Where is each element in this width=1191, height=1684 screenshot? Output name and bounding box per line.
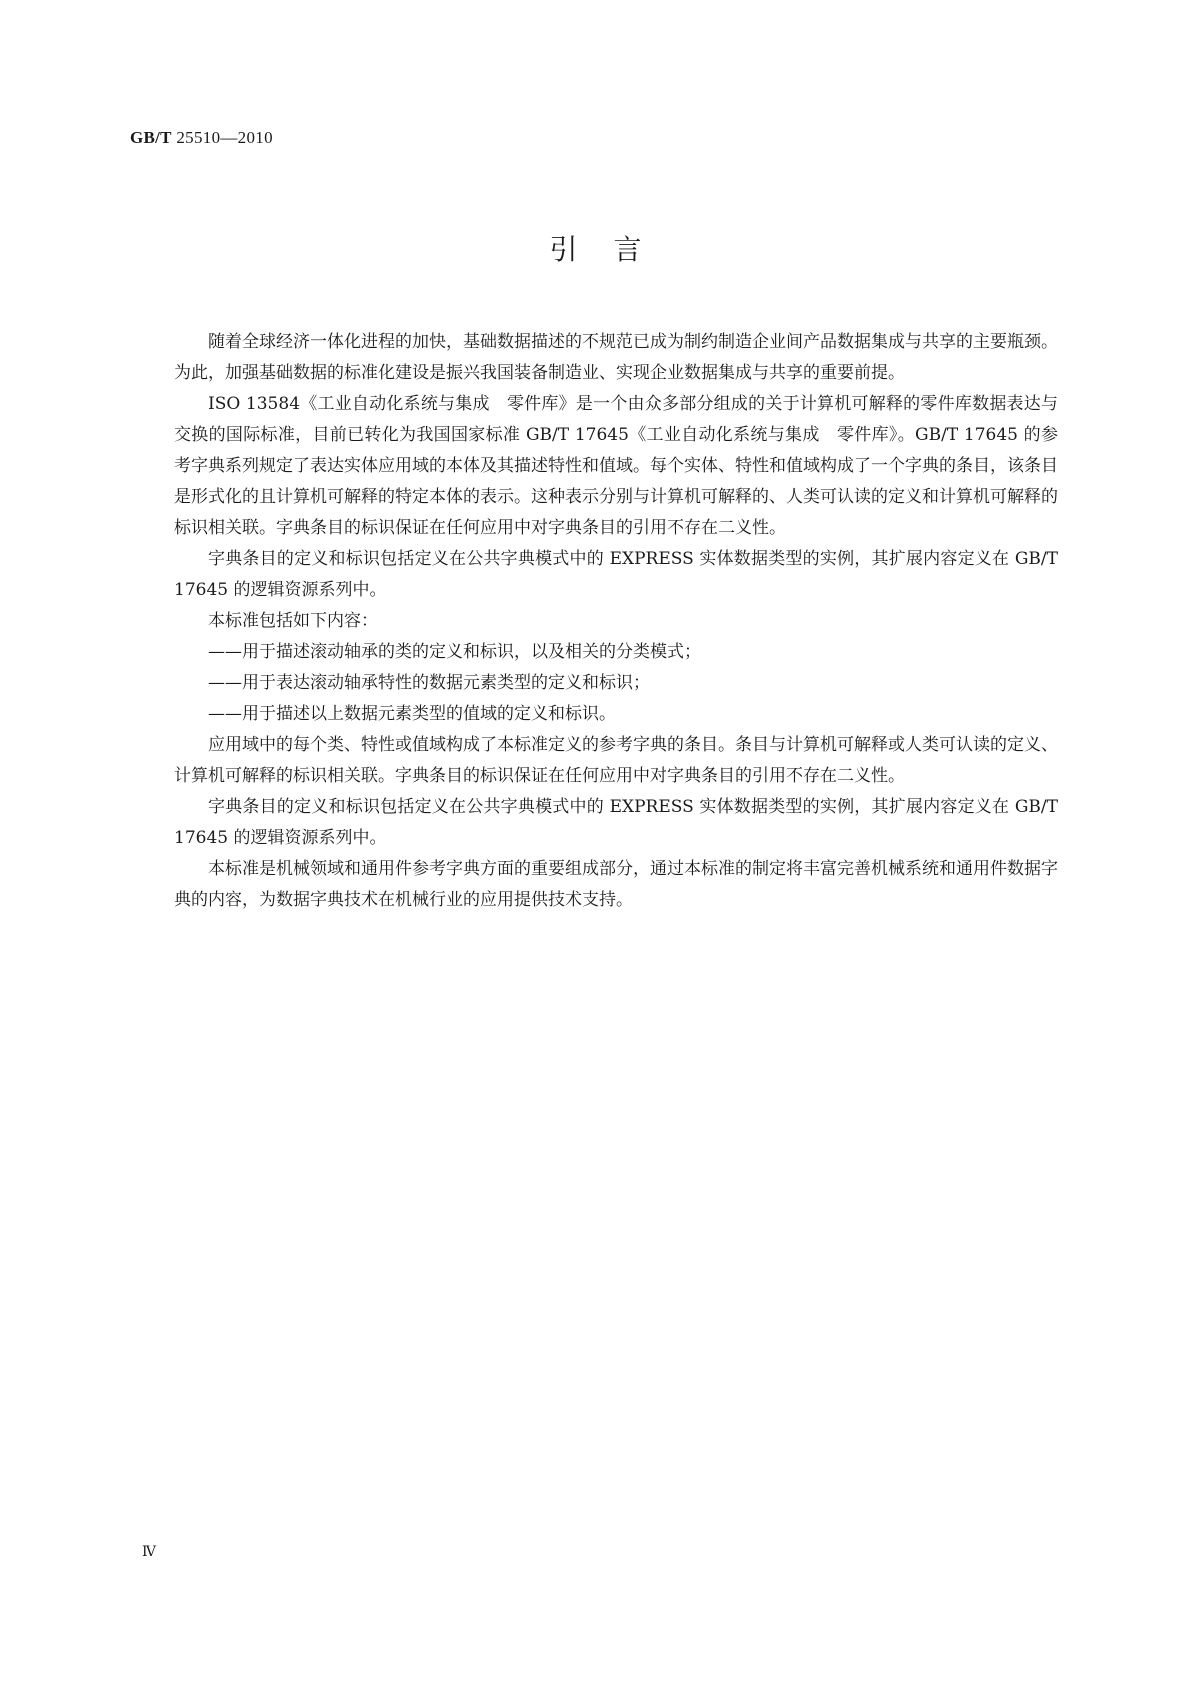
paragraph: ISO 13584《工业自动化系统与集成 零件库》是一个由众多部分组成的关于计算机可解释的零件库数据表达与交换的国际标准，目前已转化为我国国家标准 GB/T 17645《工业自动化系统与集成 零件库》。GB/T 17645 的参考字典系列规定了表达实体应用域的本体及其描述特性和值域。每个实体、特性和值域构成了一个字典的条目，该条目是形式化的且计算机可解释的特定本体的表示。这种表示分别与计算机可解释的、人类可认读的定义和计算机可解释的标识相关联。字典条目的标识保证在任何应用中对字典条目的引用不存在二义性。 [174, 394, 1058, 538]
standard-prefix: GB/T [130, 128, 172, 147]
paragraph: 随着全球经济一体化进程的加快，基础数据描述的不规范已成为制约制造企业间产品数据集成与共享的主要瓶颈。为此，加强基础数据的标准化建设是振兴我国装备制造业、实现企业数据集成与共享的重要前提。 [174, 332, 1058, 383]
paragraph: 本标准包括如下内容： [208, 611, 378, 631]
document-body [174, 327, 1058, 916]
page-header [130, 128, 273, 148]
paragraph: 本标准是机械领域和通用件参考字典方面的重要组成部分，通过本标准的制定将丰富完善机械系统和通用件数据字典的内容，为数据字典技术在机械行业的应用提供技术支持。 [174, 859, 1058, 910]
list-item: ——用于描述滚动轴承的类的定义和标识，以及相关的分类模式； [208, 642, 701, 662]
paragraph: 字典条目的定义和标识包括定义在公共字典模式中的 EXPRESS 实体数据类型的实例，其扩展内容定义在 GB/T 17645 的逻辑资源系列中。 [174, 549, 1058, 600]
paragraph: 应用域中的每个类、特性或值域构成了本标准定义的参考字典的条目。条目与计算机可解释或人类可认读的定义、计算机可解释的标识相关联。字典条目的标识保证在任何应用中对字典条目的引用不存在二义性。 [174, 735, 1058, 786]
list-item: ——用于描述以上数据元素类型的值域的定义和标识。 [208, 704, 616, 724]
page-title: 引言 [549, 233, 678, 266]
standard-number: 25510—2010 [171, 128, 273, 147]
paragraph: 字典条目的定义和标识包括定义在公共字典模式中的 EXPRESS 实体数据类型的实例，其扩展内容定义在 GB/T 17645 的逻辑资源系列中。 [174, 797, 1058, 848]
page-number: Ⅳ [142, 1545, 156, 1560]
list-item: ——用于表达滚动轴承特性的数据元素类型的定义和标识； [208, 673, 650, 693]
